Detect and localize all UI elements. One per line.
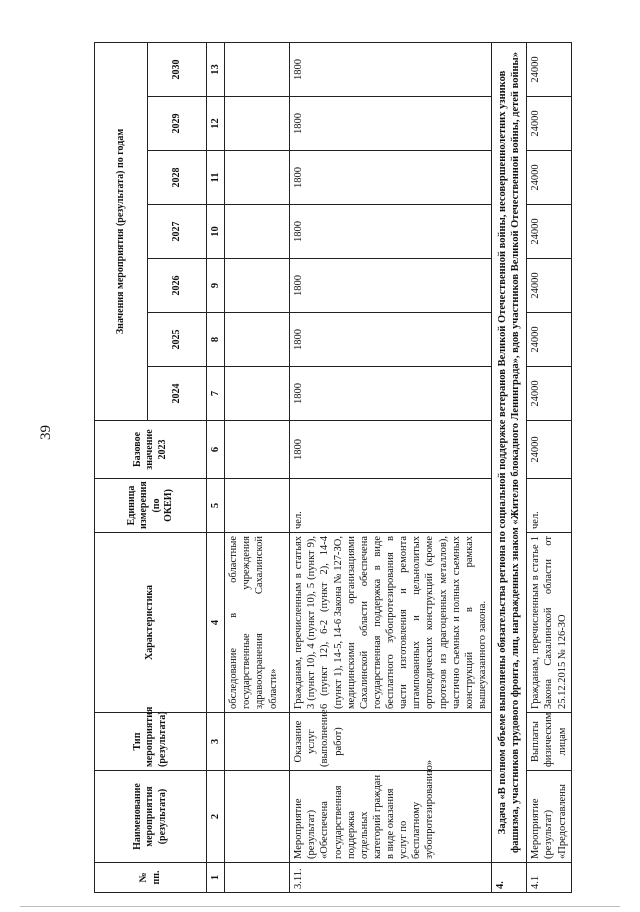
index-cell: 11 bbox=[207, 151, 225, 205]
row-value bbox=[225, 367, 290, 421]
row-value: 24000 bbox=[527, 367, 571, 421]
row-value: 1800 bbox=[290, 97, 492, 151]
row-type bbox=[225, 713, 290, 771]
row-unit: чел. bbox=[290, 479, 492, 533]
measures-table bbox=[94, 42, 572, 893]
row-value bbox=[225, 259, 290, 313]
row-type: Выплаты физическим лицам bbox=[527, 713, 571, 771]
index-cell: 4 bbox=[207, 533, 225, 713]
row-value: 24000 bbox=[527, 313, 571, 367]
header-values: Значения мероприятия (результата) по годам bbox=[95, 42, 148, 420]
index-cell: 13 bbox=[207, 42, 225, 96]
row-name: Мероприятие (результат) «Обеспечена государственная поддержка отдельных категорий граждан в виде оказания услуг по бесплатному зубопротезированию» bbox=[290, 771, 492, 863]
row-base bbox=[225, 421, 290, 479]
table-row bbox=[290, 42, 492, 892]
scan-artifact bbox=[20, 906, 620, 907]
row-value: 24000 bbox=[527, 259, 571, 313]
row-value bbox=[225, 42, 290, 96]
row-value: 1800 bbox=[290, 259, 492, 313]
header-year: 2024 bbox=[148, 367, 207, 421]
header-row-1 bbox=[95, 42, 148, 892]
row-num: 3.11. bbox=[290, 863, 492, 893]
header-year: 2028 bbox=[148, 151, 207, 205]
task-text: Задача «В полном объеме выполнены обязательства региона по социальной поддержке ветеранов Великой Отечественной войны, несовершеннолетних узников фашизма, участников трудового фронта, лиц, награжденных знаком «Жителю блокадного Ленинграда», вдов участников Великой Отечественной войны, детей войны» bbox=[492, 42, 527, 862]
header-characteristic: Характеристика bbox=[95, 533, 207, 713]
row-unit: чел. bbox=[527, 479, 571, 533]
row-value: 24000 bbox=[527, 151, 571, 205]
header-unit: Единица измерения (по ОКЕИ) bbox=[95, 479, 207, 533]
row-value: 1800 bbox=[290, 205, 492, 259]
row-value bbox=[225, 313, 290, 367]
index-cell: 8 bbox=[207, 313, 225, 367]
row-characteristic: Гражданам, перечисленным в статьях 3 (пункт 10), 4 (пункт 10), 5 (пункт 9), 6 (пункт 12), 6-2 (пункт 2), 14-4 (пункт 1), 14-5, 14-6 Закона № 127-ЗО, медицинскими организациями Сахалинской области обеспечена государственная поддержка в виде бесплатного зубопротезирования в части изготовления и ремонта штампованных и цельнолитых ортопедических конструкций (кроме протезов из драгоценных металлов), частично съемных и полных съемных конструкций в рамках вышеуказанного закона. bbox=[290, 533, 492, 713]
index-cell: 2 bbox=[207, 771, 225, 863]
row-unit bbox=[225, 479, 290, 533]
row-value bbox=[225, 151, 290, 205]
row-name: Мероприятие (результат) «Предоставлены bbox=[527, 771, 571, 863]
task-num: 4. bbox=[492, 863, 527, 893]
row-base: 1800 bbox=[290, 421, 492, 479]
row-characteristic: обследование в областные государственные учреждения здравоохранения Сахалинской области» bbox=[225, 533, 290, 713]
index-cell: 5 bbox=[207, 479, 225, 533]
header-num: № пп. bbox=[95, 863, 207, 893]
row-value: 1800 bbox=[290, 42, 492, 96]
index-cell: 7 bbox=[207, 367, 225, 421]
rotated-table-container bbox=[94, 43, 568, 893]
row-name bbox=[225, 771, 290, 863]
header-year: 2025 bbox=[148, 313, 207, 367]
task-row bbox=[492, 42, 527, 892]
row-num: 4.1 bbox=[527, 863, 571, 893]
header-name: Наименование мероприятия (результата) bbox=[95, 771, 207, 863]
row-value: 24000 bbox=[527, 42, 571, 96]
index-cell: 1 bbox=[207, 863, 225, 893]
row-value: 1800 bbox=[290, 313, 492, 367]
header-base: Базовое значение 2023 bbox=[95, 421, 207, 479]
row-value: 24000 bbox=[527, 97, 571, 151]
row-value: 1800 bbox=[290, 367, 492, 421]
index-row bbox=[207, 42, 225, 892]
header-year: 2029 bbox=[148, 97, 207, 151]
index-cell: 9 bbox=[207, 259, 225, 313]
row-value bbox=[225, 205, 290, 259]
row-base: 24000 bbox=[527, 421, 571, 479]
row-characteristic: Гражданам, перечисленным в статье 1 Закона Сахалинской области от 25.12.2015 № 126-ЗО bbox=[527, 533, 571, 713]
header-type: Тип мероприятия (результата) bbox=[95, 713, 207, 771]
row-num bbox=[225, 863, 290, 893]
index-cell: 6 bbox=[207, 421, 225, 479]
index-cell: 3 bbox=[207, 713, 225, 771]
table-row bbox=[527, 42, 571, 892]
header-year: 2030 bbox=[148, 42, 207, 96]
row-type: Оказание услуг (выполнение работ) bbox=[290, 713, 492, 771]
table-row bbox=[225, 42, 290, 892]
row-value: 1800 bbox=[290, 151, 492, 205]
row-value bbox=[225, 97, 290, 151]
index-cell: 10 bbox=[207, 205, 225, 259]
header-year: 2027 bbox=[148, 205, 207, 259]
page-number: 39 bbox=[38, 425, 54, 440]
header-year: 2026 bbox=[148, 259, 207, 313]
index-cell: 12 bbox=[207, 97, 225, 151]
row-value: 24000 bbox=[527, 205, 571, 259]
